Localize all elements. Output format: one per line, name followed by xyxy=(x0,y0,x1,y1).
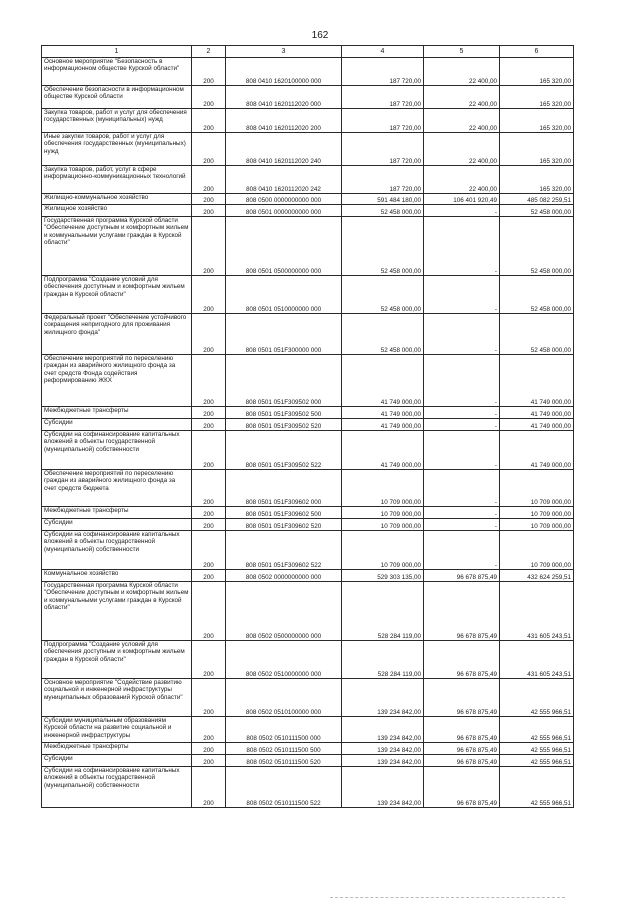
row-approved-amount: 187 720,00 xyxy=(342,133,424,166)
row-budget-code: 808 0500 0000000000 000 xyxy=(226,194,342,205)
row-line-code: 200 xyxy=(192,431,226,470)
row-line-code: 200 xyxy=(192,166,226,194)
table-row xyxy=(42,679,574,717)
row-line-code: 200 xyxy=(192,717,226,743)
row-line-code: 200 xyxy=(192,276,226,314)
row-name: Государственная программа Курской области "Обеспечение доступным и комфортным жильем и коммунальными услугами граждан в Курской области" xyxy=(42,217,192,276)
row-approved-amount: 139 234 842,00 xyxy=(342,767,424,808)
row-line-code: 200 xyxy=(192,641,226,679)
row-remaining-amount: 485 082 259,51 xyxy=(500,194,574,205)
budget-table xyxy=(41,45,574,808)
row-name: Государственная программа Курской области "Обеспечение доступным и комфортным жильем и коммунальными услугами граждан в Курской области" xyxy=(42,582,192,641)
row-executed-amount: 22 400,00 xyxy=(424,58,500,86)
scan-artifact-line xyxy=(330,897,565,898)
row-executed-amount: 96 678 875,49 xyxy=(424,582,500,641)
row-budget-code: 808 0410 1620112020 000 xyxy=(226,86,342,109)
row-executed-amount: 22 400,00 xyxy=(424,86,500,109)
row-line-code: 200 xyxy=(192,86,226,109)
row-name: Жилищное хозяйство xyxy=(42,205,192,217)
row-line-code: 200 xyxy=(192,582,226,641)
row-remaining-amount: 431 605 243,51 xyxy=(500,641,574,679)
table-row xyxy=(42,419,574,431)
row-approved-amount: 41 749 000,00 xyxy=(342,407,424,419)
row-name: Федеральный проект "Обеспечение устойчивого сокращения непригодного для проживания жилищного фонда" xyxy=(42,314,192,355)
table-row xyxy=(42,431,574,470)
row-budget-code: 808 0410 1620112020 240 xyxy=(226,133,342,166)
row-name: Субсидии на софинансирование капитальных вложений в объекты государственной (муниципальной) собственности xyxy=(42,431,192,470)
table-row xyxy=(42,507,574,519)
row-approved-amount: 41 749 000,00 xyxy=(342,431,424,470)
row-approved-amount: 41 749 000,00 xyxy=(342,355,424,407)
row-line-code: 200 xyxy=(192,58,226,86)
row-line-code: 200 xyxy=(192,314,226,355)
row-approved-amount: 187 720,00 xyxy=(342,109,424,133)
row-approved-amount: 52 458 000,00 xyxy=(342,217,424,276)
table-row xyxy=(42,205,574,217)
row-name: Основное мероприятие "Безопасность в информационном обществе Курской области" xyxy=(42,58,192,86)
row-approved-amount: 187 720,00 xyxy=(342,166,424,194)
table-row xyxy=(42,276,574,314)
row-remaining-amount: 10 709 000,00 xyxy=(500,531,574,570)
table-row xyxy=(42,767,574,808)
row-remaining-amount: 165 320,00 xyxy=(500,133,574,166)
row-name: Подпрограмма "Создание условий для обеспечения доступным и комфортным жильем граждан в Курской области" xyxy=(42,641,192,679)
row-executed-amount: - xyxy=(424,507,500,519)
row-remaining-amount: 41 749 000,00 xyxy=(500,419,574,431)
row-executed-amount: 96 678 875,49 xyxy=(424,570,500,582)
row-executed-amount: 22 400,00 xyxy=(424,166,500,194)
row-budget-code: 808 0501 051F309502 522 xyxy=(226,431,342,470)
row-approved-amount: 10 709 000,00 xyxy=(342,531,424,570)
row-remaining-amount: 432 624 259,51 xyxy=(500,570,574,582)
row-remaining-amount: 431 605 243,51 xyxy=(500,582,574,641)
row-executed-amount: 96 678 875,49 xyxy=(424,755,500,767)
row-remaining-amount: 165 320,00 xyxy=(500,109,574,133)
row-line-code: 200 xyxy=(192,570,226,582)
table-row xyxy=(42,194,574,205)
row-line-code: 200 xyxy=(192,755,226,767)
table-body xyxy=(42,58,574,808)
row-approved-amount: 41 749 000,00 xyxy=(342,419,424,431)
row-approved-amount: 52 458 000,00 xyxy=(342,314,424,355)
row-line-code: 200 xyxy=(192,531,226,570)
page-number: 162 xyxy=(311,30,329,41)
row-approved-amount: 139 234 842,00 xyxy=(342,679,424,717)
row-budget-code: 808 0502 0510111500 520 xyxy=(226,755,342,767)
row-budget-code: 808 0502 0510000000 000 xyxy=(226,641,342,679)
header-row xyxy=(42,46,574,58)
table-row xyxy=(42,582,574,641)
row-executed-amount: - xyxy=(424,217,500,276)
row-name: Жилищно-коммунальное хозяйство xyxy=(42,194,192,205)
row-line-code: 200 xyxy=(192,133,226,166)
table-row xyxy=(42,407,574,419)
row-name: Обеспечение мероприятий по переселению граждан из аварийного жилищного фонда за счет средств бюджета xyxy=(42,470,192,507)
row-remaining-amount: 52 458 000,00 xyxy=(500,314,574,355)
table-row xyxy=(42,58,574,86)
row-approved-amount: 52 458 000,00 xyxy=(342,276,424,314)
row-budget-code: 808 0410 1620100000 000 xyxy=(226,58,342,86)
table-row xyxy=(42,519,574,531)
row-budget-code: 808 0501 051F309502 520 xyxy=(226,419,342,431)
row-executed-amount: 96 678 875,49 xyxy=(424,767,500,808)
row-approved-amount: 591 484 180,00 xyxy=(342,194,424,205)
row-name: Межбюджетные трансферты xyxy=(42,507,192,519)
row-executed-amount: - xyxy=(424,407,500,419)
row-executed-amount: 106 401 920,49 xyxy=(424,194,500,205)
row-executed-amount: 96 678 875,49 xyxy=(424,717,500,743)
row-executed-amount: 22 400,00 xyxy=(424,109,500,133)
row-approved-amount: 528 284 119,00 xyxy=(342,582,424,641)
row-approved-amount: 52 458 000,00 xyxy=(342,205,424,217)
row-budget-code: 808 0501 051F309602 520 xyxy=(226,519,342,531)
row-budget-code: 808 0502 0500000000 000 xyxy=(226,582,342,641)
row-remaining-amount: 41 749 000,00 xyxy=(500,407,574,419)
row-remaining-amount: 52 458 000,00 xyxy=(500,205,574,217)
row-budget-code: 808 0502 0510100000 000 xyxy=(226,679,342,717)
row-executed-amount: 96 678 875,49 xyxy=(424,743,500,755)
row-remaining-amount: 10 709 000,00 xyxy=(500,507,574,519)
row-executed-amount: - xyxy=(424,519,500,531)
row-name: Иные закупки товаров, работ и услуг для обеспечения государственных (муниципальных) нужд xyxy=(42,133,192,166)
row-budget-code: 808 0410 1620112020 200 xyxy=(226,109,342,133)
row-approved-amount: 139 234 842,00 xyxy=(342,743,424,755)
row-name: Основное мероприятие "Содействие развитию социальной и инженерной инфраструктуры муниципальных образований Курской области" xyxy=(42,679,192,717)
row-budget-code: 808 0501 051F309602 522 xyxy=(226,531,342,570)
row-budget-code: 808 0502 0510111500 500 xyxy=(226,743,342,755)
row-name: Подпрограмма "Создание условий для обеспечения доступным и комфортным жильем граждан в Курской области" xyxy=(42,276,192,314)
row-budget-code: 808 0502 0510111500 522 xyxy=(226,767,342,808)
row-line-code: 200 xyxy=(192,743,226,755)
row-remaining-amount: 165 320,00 xyxy=(500,166,574,194)
row-remaining-amount: 42 555 966,51 xyxy=(500,767,574,808)
table-row xyxy=(42,355,574,407)
table-row xyxy=(42,531,574,570)
row-name: Субсидии на софинансирование капитальных вложений в объекты государственной (муниципальной) собственности xyxy=(42,531,192,570)
row-remaining-amount: 52 458 000,00 xyxy=(500,276,574,314)
row-executed-amount: - xyxy=(424,431,500,470)
row-name: Субсидии муниципальным образованиям Курской области на развитие социальной и инженерной инфраструктуры xyxy=(42,717,192,743)
header-col-4: 4 xyxy=(342,46,424,58)
row-executed-amount: - xyxy=(424,470,500,507)
table-row xyxy=(42,133,574,166)
header-col-1: 1 xyxy=(42,46,192,58)
table-row xyxy=(42,743,574,755)
row-name: Закупка товаров, работ, услуг в сфере информационно-коммуникационных технологий xyxy=(42,166,192,194)
row-remaining-amount: 41 749 000,00 xyxy=(500,431,574,470)
row-name: Субсидии xyxy=(42,755,192,767)
row-name: Коммунальное хозяйство xyxy=(42,570,192,582)
row-approved-amount: 528 284 119,00 xyxy=(342,641,424,679)
table-row xyxy=(42,166,574,194)
row-budget-code: 808 0502 0000000000 000 xyxy=(226,570,342,582)
row-approved-amount: 529 303 135,00 xyxy=(342,570,424,582)
row-executed-amount: - xyxy=(424,205,500,217)
row-remaining-amount: 52 458 000,00 xyxy=(500,217,574,276)
table-row xyxy=(42,641,574,679)
table-row xyxy=(42,470,574,507)
row-approved-amount: 10 709 000,00 xyxy=(342,507,424,519)
row-executed-amount: 96 678 875,49 xyxy=(424,679,500,717)
table-row xyxy=(42,217,574,276)
row-budget-code: 808 0410 1620112020 242 xyxy=(226,166,342,194)
table-row xyxy=(42,570,574,582)
row-approved-amount: 10 709 000,00 xyxy=(342,519,424,531)
row-approved-amount: 139 234 842,00 xyxy=(342,717,424,743)
row-budget-code: 808 0501 051F309502 500 xyxy=(226,407,342,419)
row-executed-amount: - xyxy=(424,355,500,407)
row-executed-amount: - xyxy=(424,314,500,355)
header-col-3: 3 xyxy=(226,46,342,58)
row-remaining-amount: 42 555 966,51 xyxy=(500,743,574,755)
row-executed-amount: - xyxy=(424,531,500,570)
row-executed-amount: - xyxy=(424,419,500,431)
row-remaining-amount: 10 709 000,00 xyxy=(500,470,574,507)
row-budget-code: 808 0501 0000000000 000 xyxy=(226,205,342,217)
row-line-code: 200 xyxy=(192,419,226,431)
row-budget-code: 808 0502 0510111500 000 xyxy=(226,717,342,743)
row-budget-code: 808 0501 051F309502 000 xyxy=(226,355,342,407)
row-line-code: 200 xyxy=(192,205,226,217)
row-line-code: 200 xyxy=(192,217,226,276)
row-approved-amount: 139 234 842,00 xyxy=(342,755,424,767)
row-budget-code: 808 0501 0500000000 000 xyxy=(226,217,342,276)
row-budget-code: 808 0501 0510000000 000 xyxy=(226,276,342,314)
table-row xyxy=(42,717,574,743)
row-remaining-amount: 10 709 000,00 xyxy=(500,519,574,531)
row-name: Субсидии xyxy=(42,519,192,531)
row-remaining-amount: 42 555 966,51 xyxy=(500,679,574,717)
row-executed-amount: - xyxy=(424,276,500,314)
header-col-6: 6 xyxy=(500,46,574,58)
row-executed-amount: 22 400,00 xyxy=(424,133,500,166)
row-line-code: 200 xyxy=(192,470,226,507)
row-name: Обеспечение безопасности в информационном обществе Курской области xyxy=(42,86,192,109)
row-line-code: 200 xyxy=(192,109,226,133)
table-row xyxy=(42,109,574,133)
table-row xyxy=(42,755,574,767)
row-approved-amount: 10 709 000,00 xyxy=(342,470,424,507)
row-executed-amount: 96 678 875,49 xyxy=(424,641,500,679)
row-budget-code: 808 0501 051F309602 500 xyxy=(226,507,342,519)
row-approved-amount: 187 720,00 xyxy=(342,86,424,109)
row-line-code: 200 xyxy=(192,767,226,808)
row-name: Субсидии xyxy=(42,419,192,431)
row-line-code: 200 xyxy=(192,507,226,519)
row-name: Закупка товаров, работ и услуг для обеспечения государственных (муниципальных) нужд xyxy=(42,109,192,133)
row-name: Межбюджетные трансферты xyxy=(42,407,192,419)
table-row xyxy=(42,314,574,355)
row-remaining-amount: 41 749 000,00 xyxy=(500,355,574,407)
row-budget-code: 808 0501 051F309602 000 xyxy=(226,470,342,507)
row-line-code: 200 xyxy=(192,679,226,717)
row-remaining-amount: 165 320,00 xyxy=(500,86,574,109)
row-line-code: 200 xyxy=(192,519,226,531)
header-col-2: 2 xyxy=(192,46,226,58)
row-line-code: 200 xyxy=(192,407,226,419)
row-remaining-amount: 42 555 966,51 xyxy=(500,717,574,743)
table-row xyxy=(42,86,574,109)
row-name: Межбюджетные трансферты xyxy=(42,743,192,755)
row-name: Субсидии на софинансирование капитальных вложений в объекты государственной (муниципальной) собственности xyxy=(42,767,192,808)
row-line-code: 200 xyxy=(192,355,226,407)
row-line-code: 200 xyxy=(192,194,226,205)
row-remaining-amount: 42 555 966,51 xyxy=(500,755,574,767)
row-approved-amount: 187 720,00 xyxy=(342,58,424,86)
row-remaining-amount: 165 320,00 xyxy=(500,58,574,86)
row-budget-code: 808 0501 051F300000 000 xyxy=(226,314,342,355)
row-name: Обеспечение мероприятий по переселению граждан из аварийного жилищного фонда за счет средств Фонда содействия реформированию ЖКХ xyxy=(42,355,192,407)
header-col-5: 5 xyxy=(424,46,500,58)
